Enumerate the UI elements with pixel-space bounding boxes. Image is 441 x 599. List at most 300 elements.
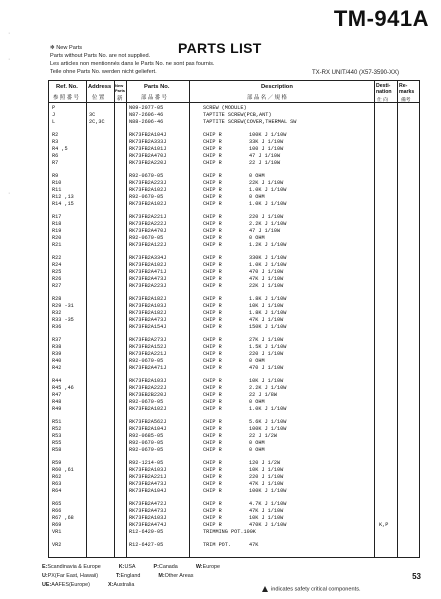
legend-code: T:: [116, 573, 121, 579]
spec-cell: 2.2K J 1/10W: [249, 385, 287, 391]
ref-cell: R53: [52, 433, 62, 439]
legend-label: Scandinavia & Europe: [47, 564, 101, 570]
parts-no-cell: RK73FB2A474J: [129, 522, 167, 528]
parts-no-cell: R92-0670-05: [129, 440, 164, 446]
parts-no-cell: RK73FB2A470J: [129, 228, 167, 234]
parts-no-cell: RK73FB2A221J: [129, 351, 167, 357]
table-row: [49, 214, 419, 221]
parts-table: [48, 80, 420, 558]
spec-cell: 120 J 1/2W: [249, 460, 281, 466]
spec-cell: 470K J 1/10W: [249, 522, 287, 528]
spec-cell: 100 J 1/10W: [249, 146, 284, 152]
header-ref: Ref. No.: [56, 84, 78, 90]
ref-cell: R26: [52, 276, 62, 282]
parts-no-cell: RK73FB2A334J: [129, 255, 167, 261]
parts-no-cell: RK73FB2A221J: [129, 214, 167, 220]
description-cell: CHIP R: [203, 255, 222, 261]
spec-cell: 1.0K J 1/10W: [249, 406, 287, 412]
description-cell: CHIP R: [203, 522, 222, 528]
ref-cell: R7: [52, 160, 59, 166]
table-row: [49, 488, 419, 495]
table-row: [49, 474, 419, 481]
table-row: [49, 221, 419, 228]
scan-speck: ·: [8, 56, 11, 63]
description-cell: CHIP R: [203, 378, 222, 384]
description-cell: CHIP R: [203, 351, 222, 357]
description-cell: CHIP R: [203, 310, 222, 316]
table-row: [49, 501, 419, 508]
description-cell: CHIP R: [203, 303, 222, 309]
spec-cell: 22 J 1/2W: [249, 433, 278, 439]
ref-cell: R38: [52, 344, 62, 350]
ref-cell: R33 -35: [52, 317, 74, 323]
parts-no-cell: RK73FB2A102J: [129, 187, 167, 193]
table-row: [49, 460, 419, 467]
spec-cell: 22K J 1/10W: [249, 180, 284, 186]
parts-no-cell: RK73FB2A152J: [129, 344, 167, 350]
parts-no-cell: N88-2606-46: [129, 119, 164, 125]
description-cell: CHIP R: [203, 385, 222, 391]
spec-cell: 1.2K J 1/10W: [249, 242, 287, 248]
table-row: [49, 447, 419, 454]
table-row: [49, 303, 419, 310]
ref-cell: R29 -31: [52, 303, 74, 309]
spec-cell: 33K J 1/10W: [249, 139, 284, 145]
table-row: [49, 433, 419, 440]
parts-no-cell: RK73FB2A472J: [129, 501, 167, 507]
header-description-jp: 部 品 名 ／ 規 格: [247, 95, 287, 101]
description-cell: CHIP R: [203, 501, 222, 507]
table-row: [49, 310, 419, 317]
table-row: [49, 351, 419, 358]
parts-no-cell: RK73FB2A154J: [129, 324, 167, 330]
description-cell: TAPTITE SCREW(COVER,THERMAL SW: [203, 119, 297, 125]
description-cell: CHIP R: [203, 214, 222, 220]
spec-cell: 27K J 1/10W: [249, 337, 284, 343]
page-title: PARTS LIST: [178, 40, 262, 56]
description-cell: CHIP R: [203, 358, 222, 364]
spec-cell: 10K J 1/10W: [249, 467, 284, 473]
ref-cell: R64: [52, 488, 62, 494]
parts-no-cell: R92-0670-05: [129, 194, 164, 200]
table-row: [49, 419, 419, 426]
legend-item: [108, 582, 143, 588]
description-cell: CHIP R: [203, 235, 222, 241]
description-cell: CHIP R: [203, 201, 222, 207]
description-cell: CHIP R: [203, 460, 222, 466]
parts-no-cell: R92-0679-05: [129, 447, 164, 453]
spec-cell: 22 J 1/8W: [249, 392, 278, 398]
ref-cell: R10: [52, 180, 62, 186]
ref-cell: R20: [52, 235, 62, 241]
unit-label: TX-RX UNIT/440 (X57-3590-XX): [311, 70, 399, 76]
parts-no-cell: N87-2606-46: [129, 112, 164, 118]
legend-label: England: [120, 573, 141, 579]
parts-no-cell: RK73FB2A104J: [129, 132, 167, 138]
description-cell: CHIP R: [203, 508, 222, 514]
parts-no-cell: R92-0670-05: [129, 399, 164, 405]
description-cell: TRIM POT.: [203, 542, 232, 548]
spec-cell: 150K J 1/10W: [249, 324, 287, 330]
legend-code: K:: [118, 564, 125, 570]
description-cell: CHIP R: [203, 296, 222, 302]
ref-cell: R18: [52, 221, 62, 227]
ref-cell: VR2: [52, 542, 62, 548]
spec-cell: 22K J 1/10W: [249, 283, 284, 289]
ref-cell: R11: [52, 187, 62, 193]
parts-no-cell: RK73FB2A103J: [129, 378, 167, 384]
spec-cell: 22 J 1/10W: [249, 160, 281, 166]
spec-cell: 330K J 1/10W: [249, 255, 287, 261]
spec-cell: 47 J 1/10W: [249, 153, 281, 159]
ref-cell: R22: [52, 255, 62, 261]
parts-no-cell: RK73FB2A222J: [129, 221, 167, 227]
ref-cell: R14 ,15: [52, 201, 74, 207]
parts-no-cell: RK73FB2A102J: [129, 262, 167, 268]
table-row: [49, 269, 419, 276]
spec-cell: 10K J 1/10W: [249, 378, 284, 384]
parts-no-cell: RK73FB2A223J: [129, 283, 167, 289]
description-cell: CHIP R: [203, 515, 222, 521]
spec-cell: 100K J 1/10W: [249, 488, 287, 494]
ref-cell: R28: [52, 296, 62, 302]
destination-legend: [42, 563, 238, 590]
parts-no-cell: RK73FB2A473J: [129, 481, 167, 487]
ref-cell: R2: [52, 132, 59, 138]
spec-cell: 470 J 1/10W: [249, 269, 284, 275]
parts-no-cell: RK73FB2A102J: [129, 406, 167, 412]
warning-triangle-icon: [262, 586, 268, 592]
spec-cell: 0 OHM: [249, 173, 265, 179]
table-row: [49, 228, 419, 235]
parts-no-cell: R12-6429-05: [129, 529, 164, 535]
table-row: [49, 324, 419, 331]
parts-no-cell: R92-1214-05: [129, 460, 164, 466]
parts-no-cell: RK73FB2A222J: [129, 385, 167, 391]
spec-cell: 220 J 1/10W: [249, 351, 284, 357]
parts-no-cell: N09-2077-05: [129, 105, 164, 111]
header-destination-jp: 仕 向: [377, 98, 388, 103]
description-cell: CHIP R: [203, 488, 222, 494]
spec-cell: 1.8K J 1/10W: [249, 296, 287, 302]
description-cell: CHIP R: [203, 269, 222, 275]
header-new-parts-jp: 新: [117, 96, 123, 102]
table-row: [49, 276, 419, 283]
ref-cell: R32: [52, 310, 62, 316]
parts-no-cell: RK73FB2A122J: [129, 242, 167, 248]
table-row: [49, 153, 419, 160]
description-cell: CHIP R: [203, 481, 222, 487]
spec-cell: 4.7K J 1/10W: [249, 501, 287, 507]
parts-no-cell: RK73FB2A220J: [129, 160, 167, 166]
description-cell: CHIP R: [203, 426, 222, 432]
ref-cell: R60 ,61: [52, 467, 74, 473]
description-cell: CHIP R: [203, 173, 222, 179]
description-cell: CHIP R: [203, 440, 222, 446]
parts-no-cell: RK73EB2B220J: [129, 392, 167, 398]
scan-speck: ·: [8, 190, 11, 197]
spec-cell: 0 OHM: [249, 399, 265, 405]
legend-item: [119, 564, 145, 570]
ref-cell: R6: [52, 153, 59, 159]
legend-label: Europe: [202, 564, 220, 570]
ref-cell: R39: [52, 351, 62, 357]
table-row: [49, 160, 419, 167]
ref-cell: R42: [52, 365, 62, 371]
description-cell: TRIMMING POT.100K: [203, 529, 256, 535]
ref-cell: R66: [52, 508, 62, 514]
table-row: [49, 283, 419, 290]
ref-cell: R44: [52, 378, 62, 384]
table-row: [49, 146, 419, 153]
legend-code: X:: [107, 582, 114, 588]
note-en: Parts without Parts No. are not supplied.: [50, 53, 151, 59]
description-cell: CHIP R: [203, 467, 222, 473]
description-cell: CHIP R: [203, 324, 222, 330]
page-number: 53: [412, 572, 421, 581]
spec-cell: 1.0K J 1/10W: [249, 187, 287, 193]
table-row: [49, 180, 419, 187]
header-ref-jp: 参 照 番 号: [53, 95, 80, 101]
parts-no-cell: RK73FB2A333J: [129, 139, 167, 145]
spec-cell: 100K J 1/10W: [249, 132, 287, 138]
table-row: [49, 187, 419, 194]
description-cell: CHIP R: [203, 317, 222, 323]
spec-cell: 47K J 1/10W: [249, 317, 284, 323]
legend-item: [42, 582, 99, 588]
header-remarks-jp: 備考: [401, 98, 411, 103]
parts-no-cell: R92-0670-05: [129, 358, 164, 364]
parts-no-cell: RK73FB2A103J: [129, 303, 167, 309]
table-row: [49, 426, 419, 433]
description-cell: CHIP R: [203, 132, 222, 138]
legend-code: UE:: [42, 582, 52, 588]
ref-cell: R17: [52, 214, 62, 220]
description-cell: CHIP R: [203, 337, 222, 343]
description-cell: CHIP R: [203, 180, 222, 186]
legend-code: M:: [158, 573, 165, 579]
spec-cell: 220 J 1/10W: [249, 214, 284, 220]
spec-cell: 47 J 1/10W: [249, 228, 281, 234]
description-cell: CHIP R: [203, 194, 222, 200]
legend-label: Other Areas: [164, 573, 194, 579]
description-cell: CHIP R: [203, 160, 222, 166]
ref-cell: R9: [52, 173, 59, 179]
note-new-parts: ✻ New Parts: [50, 45, 83, 51]
ref-cell: R49: [52, 406, 62, 412]
ref-cell: R19: [52, 228, 62, 234]
legend-line: [42, 581, 238, 590]
table-row: [49, 235, 419, 242]
parts-no-cell: R92-0670-05: [129, 173, 164, 179]
description-cell: CHIP R: [203, 146, 222, 152]
parts-no-cell: RK73FB2A473J: [129, 508, 167, 514]
description-cell: CHIP R: [203, 392, 222, 398]
ref-cell: R52: [52, 426, 62, 432]
parts-no-cell: R12-6427-05: [129, 542, 164, 548]
address-cell: 2C,3C: [89, 119, 105, 125]
description-cell: CHIP R: [203, 474, 222, 480]
safety-note: [262, 586, 361, 592]
description-cell: CHIP R: [203, 139, 222, 145]
legend-item: [42, 564, 110, 570]
table-row: [49, 529, 419, 536]
legend-item: [196, 564, 229, 570]
ref-cell: R36: [52, 324, 62, 330]
parts-no-cell: RK73FB2A562J: [129, 419, 167, 425]
spec-cell: 10K J 1/10W: [249, 515, 284, 521]
description-cell: CHIP R: [203, 187, 222, 193]
parts-no-cell: RK73FB2A223J: [129, 180, 167, 186]
legend-label: Canada: [158, 564, 178, 570]
parts-no-cell: RK73FB2A104J: [129, 488, 167, 494]
table-row: [49, 392, 419, 399]
spec-cell: 1.0K J 1/10W: [249, 262, 287, 268]
spec-cell: 100K J 1/10W: [249, 426, 287, 432]
ref-cell: R48: [52, 399, 62, 405]
spec-cell: 10K J 1/10W: [249, 303, 284, 309]
spec-cell: 5.6K J 1/10W: [249, 419, 287, 425]
header-description: Description: [261, 84, 293, 90]
ref-cell: L: [52, 119, 56, 125]
description-cell: CHIP R: [203, 406, 222, 412]
ref-cell: R63: [52, 481, 62, 487]
table-row: [49, 242, 419, 249]
parts-no-cell: RK73FB2A471J: [129, 365, 167, 371]
model-number: TM-941A: [333, 6, 429, 31]
table-row: [49, 378, 419, 385]
description-cell: CHIP R: [203, 344, 222, 350]
ref-cell: R62: [52, 474, 62, 480]
safety-note-text: indicates safety critical components.: [271, 586, 361, 593]
legend-item: [154, 564, 187, 570]
parts-no-cell: RK73FB2A101J: [129, 146, 167, 152]
spec-cell: 220 J 1/10W: [249, 474, 284, 480]
parts-no-cell: RK73FB2A273J: [129, 337, 167, 343]
ref-cell: P: [52, 105, 56, 111]
table-row: [49, 399, 419, 406]
description-cell: CHIP R: [203, 365, 222, 371]
legend-code: W:: [195, 564, 203, 570]
note-fr: Les articles non mentionnés dans le Parts No. ne sont pas fournis.: [50, 61, 215, 67]
description-cell: CHIP R: [203, 283, 222, 289]
spec-cell: 1.8K J 1/10W: [249, 310, 287, 316]
legend-label: PX(Far East, Hawaii): [47, 573, 99, 579]
ref-cell: J: [52, 112, 56, 118]
ref-cell: R4 ,5: [52, 146, 68, 152]
ref-cell: R69: [52, 522, 62, 528]
description-cell: CHIP R: [203, 433, 222, 439]
table-row: [49, 112, 419, 119]
ref-cell: R65: [52, 501, 62, 507]
parts-no-cell: RK73FB2A221J: [129, 474, 167, 480]
ref-cell: R47: [52, 392, 62, 398]
parts-no-cell: RK73FB2A103J: [129, 467, 167, 473]
spec-cell: 470 J 1/10W: [249, 365, 284, 371]
legend-code: U:: [42, 573, 48, 579]
table-row: [49, 132, 419, 139]
table-row: [49, 139, 419, 146]
note-de: Teile ohne Parts No. werden nicht geliefert.: [50, 69, 157, 75]
ref-cell: R21: [52, 242, 62, 248]
legend-label: Australia: [113, 582, 135, 588]
header-divider: [49, 102, 419, 103]
table-row: [49, 296, 419, 303]
description-cell: TAPTITE SCREW(PCB,ANT): [203, 112, 272, 118]
table-row: [49, 255, 419, 262]
table-row: [49, 467, 419, 474]
spec-cell: 47K J 1/10W: [249, 481, 284, 487]
table-row: [49, 481, 419, 488]
legend-label: AAFES(Europe): [51, 582, 90, 588]
header-parts-no: Parts No.: [144, 84, 170, 90]
parts-no-cell: R92-0670-05: [129, 235, 164, 241]
ref-cell: R59: [52, 460, 62, 466]
scan-speck: ·: [8, 30, 11, 37]
description-cell: CHIP R: [203, 399, 222, 405]
parts-no-cell: RK73FB2A182J: [129, 296, 167, 302]
ref-cell: R25: [52, 269, 62, 275]
ref-cell: R12 ,13: [52, 194, 74, 200]
spec-cell: 47K J 1/10W: [249, 508, 284, 514]
description-cell: CHIP R: [203, 228, 222, 234]
ref-cell: R40: [52, 358, 62, 364]
legend-code: P:: [153, 564, 159, 570]
table-row: [49, 522, 419, 529]
spec-cell: 0 OHM: [249, 194, 265, 200]
table-row: [49, 173, 419, 180]
description-cell: CHIP R: [203, 447, 222, 453]
ref-cell: R24: [52, 262, 62, 268]
ref-cell: R58: [52, 447, 62, 453]
parts-no-cell: RK73FB2A470J: [129, 153, 167, 159]
table-row: [49, 542, 419, 549]
header-new-parts: New Parts: [115, 83, 126, 93]
table-row: [49, 406, 419, 413]
table-row: [49, 105, 419, 112]
parts-no-cell: RK73FB2A104J: [129, 426, 167, 432]
header-address: Address: [88, 84, 112, 90]
table-row: [49, 194, 419, 201]
spec-cell: 0 OHM: [249, 447, 265, 453]
spec-cell: 2.2K J 1/10W: [249, 221, 287, 227]
parts-no-cell: RK73FB2A102J: [129, 201, 167, 207]
parts-no-cell: RK73FB2A182J: [129, 310, 167, 316]
description-cell: CHIP R: [203, 276, 222, 282]
ref-cell: R67 ,68: [52, 515, 74, 521]
parts-no-cell: RK73FB2A471J: [129, 269, 167, 275]
table-row: [49, 201, 419, 208]
ref-cell: R27: [52, 283, 62, 289]
spec-cell: 0 OHM: [249, 358, 265, 364]
parts-no-cell: RK73FB2A103J: [129, 515, 167, 521]
description-cell: CHIP R: [203, 242, 222, 248]
spec-cell: 0 OHM: [249, 440, 265, 446]
header-remarks: Re- marks: [399, 83, 415, 95]
table-row: [49, 119, 419, 126]
parts-no-cell: RK73FB2A473J: [129, 276, 167, 282]
ref-cell: R3: [52, 139, 59, 145]
table-row: [49, 440, 419, 447]
parts-no-cell: R92-0685-05: [129, 433, 164, 439]
spec-cell: 1.0K J 1/10W: [249, 201, 287, 207]
spec-cell: 0 OHM: [249, 235, 265, 241]
table-row: [49, 358, 419, 365]
spec-cell: 1.5K J 1/10W: [249, 344, 287, 350]
parts-no-cell: RK73FB2A473J: [129, 317, 167, 323]
ref-cell: VR1: [52, 529, 62, 535]
ref-cell: R51: [52, 419, 62, 425]
